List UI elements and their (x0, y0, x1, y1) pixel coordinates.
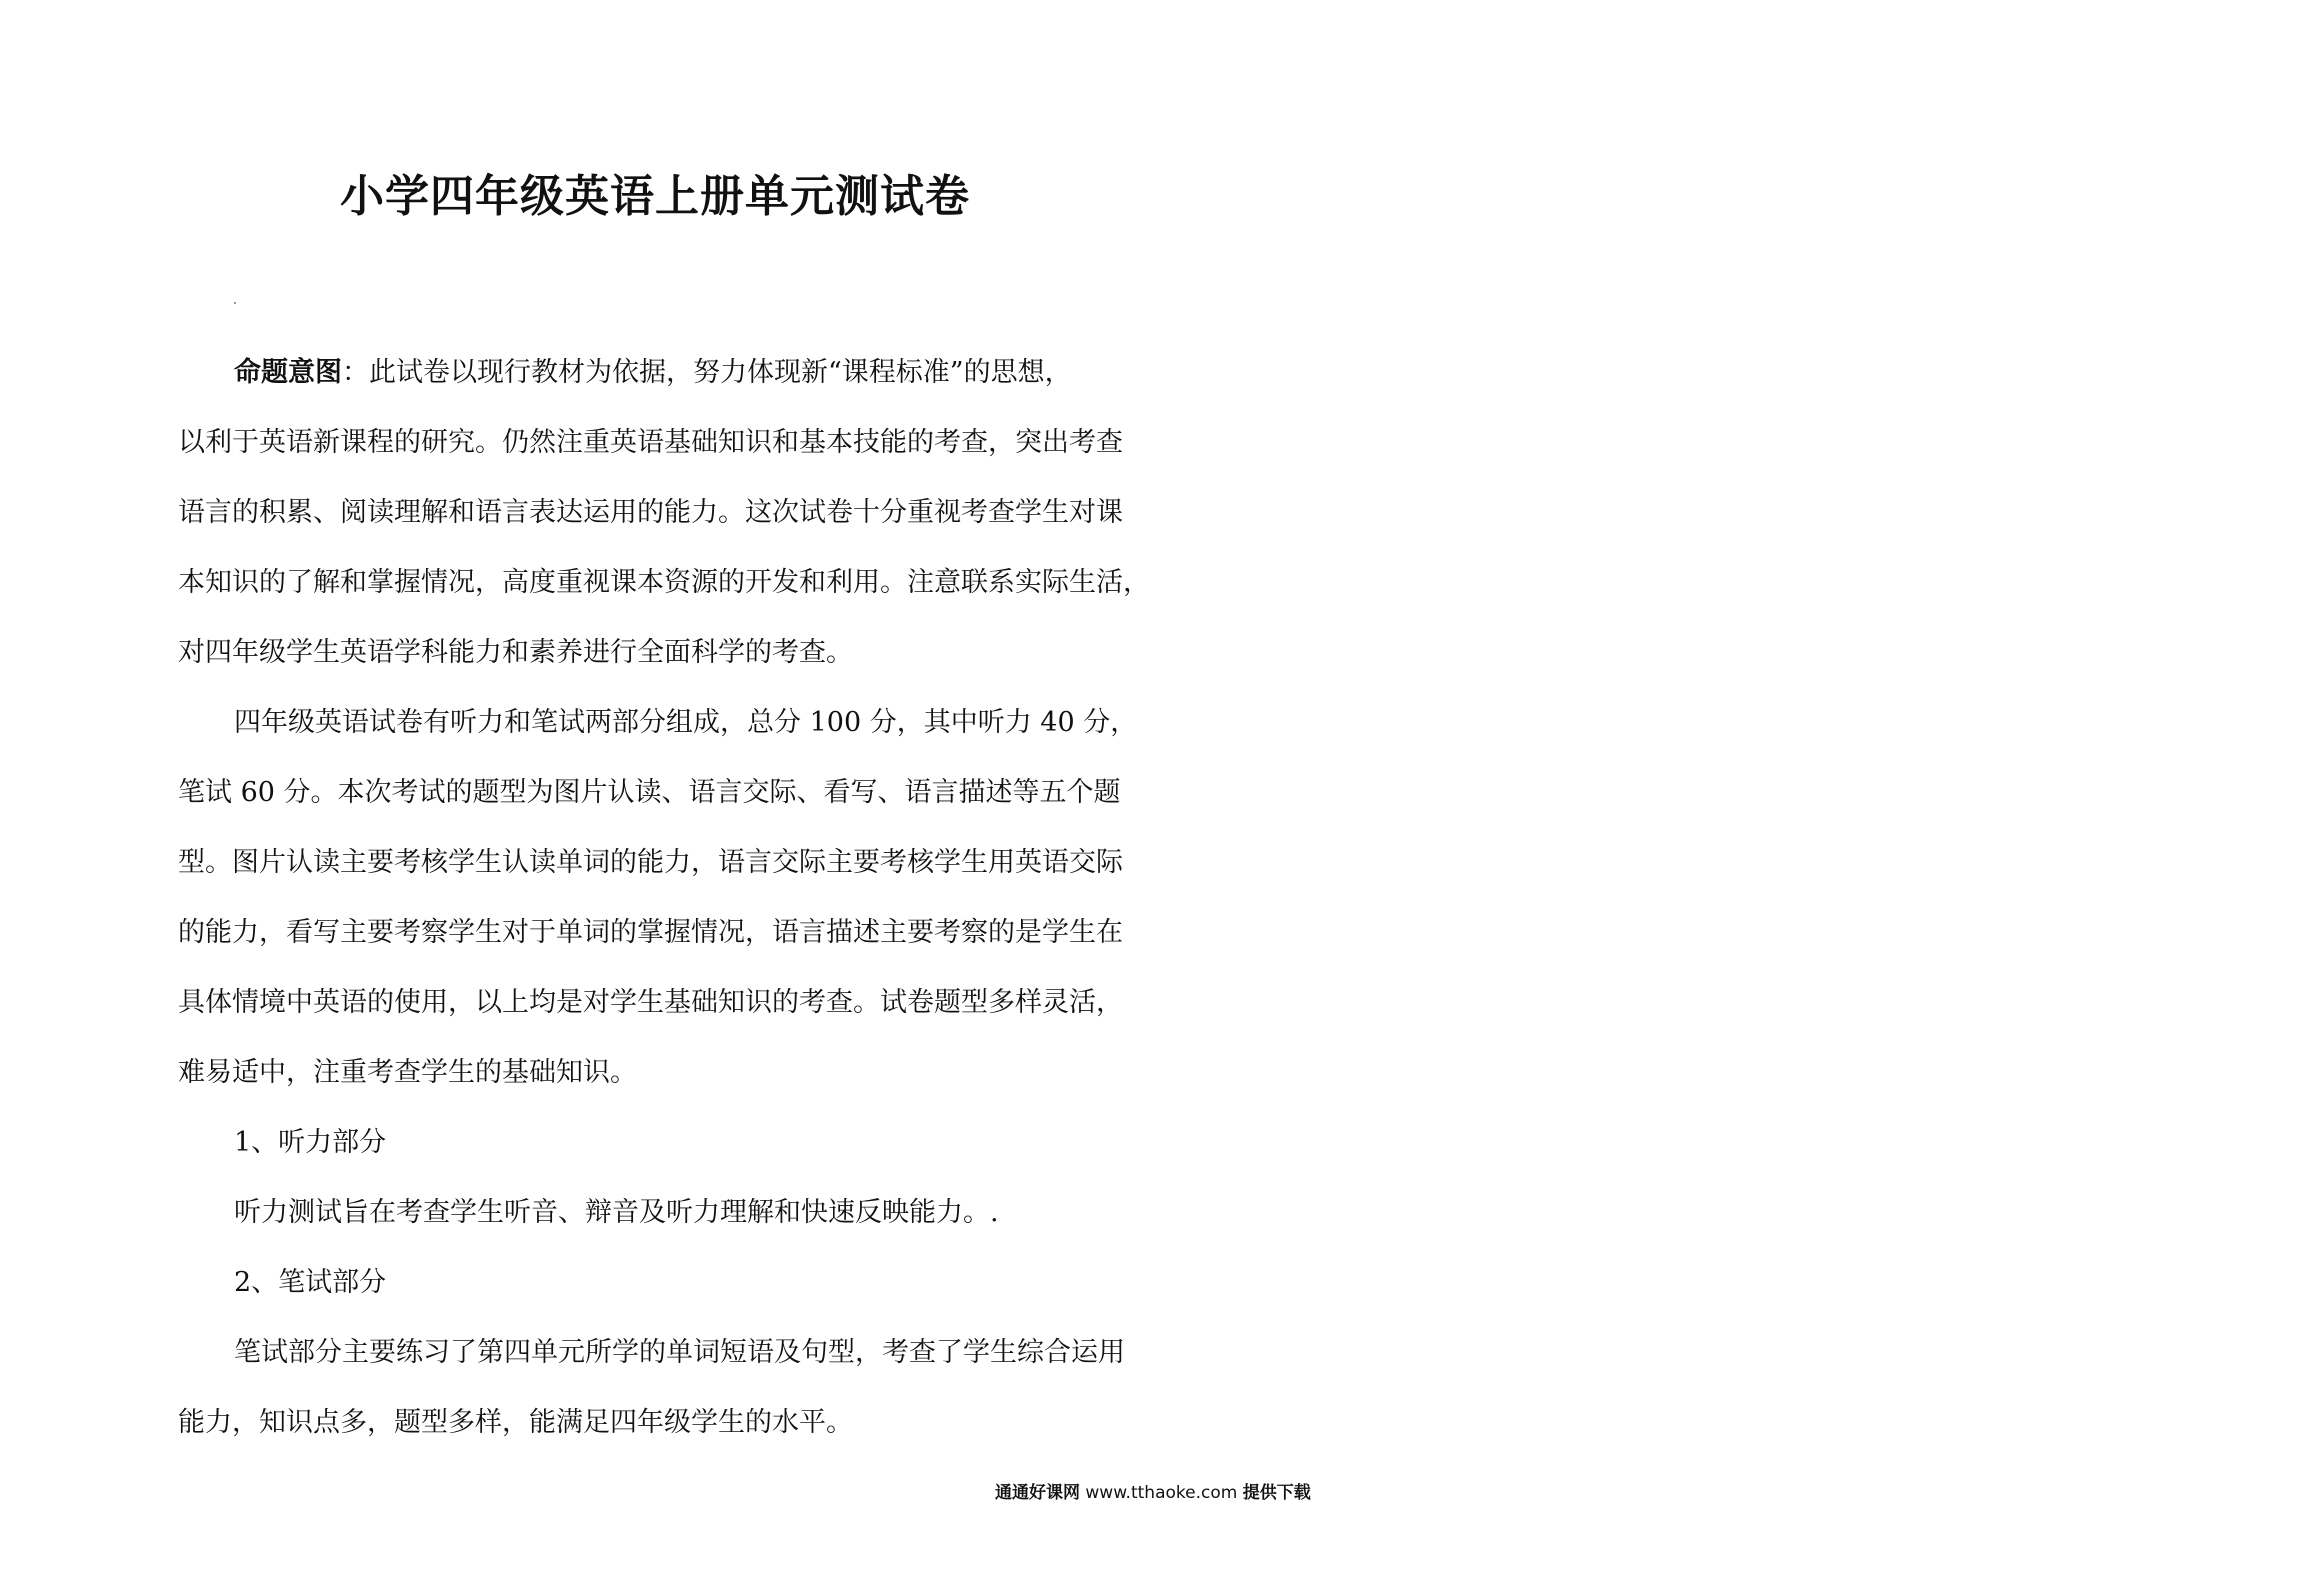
paragraph-line: 以利于英语新课程的研究。仍然注重英语基础知识和基本技能的考查，突出考查 (178, 427, 1123, 458)
footer-suffix: 提供下载 (1242, 1483, 1311, 1503)
paragraph-line: 本知识的了解和掌握情况，高度重视课本资源的开发和利用。注意联系实际生活， (178, 567, 1150, 598)
footer-url: www.tthaoke.com (1085, 1483, 1238, 1503)
document-title: 小学四年级英语上册单元测试卷 (340, 171, 970, 222)
paragraph-line: 听力测试旨在考查学生听音、辩音及听力理解和快速反映能力。. (234, 1197, 999, 1228)
paragraph-text: 此试卷以现行教材为依据，努力体现新“课程标准”的思想， (369, 357, 1072, 388)
intro-colon: ： (342, 357, 369, 388)
paragraph-line: 型。图片认读主要考核学生认读单词的能力，语言交际主要考核学生用英语交际 (178, 847, 1123, 878)
intro-label: 命题意图 (234, 357, 342, 388)
paragraph-line: 对四年级学生英语学科能力和素养进行全面科学的考查。 (178, 637, 853, 668)
stray-mark (234, 302, 236, 304)
paragraph-line: 的能力，看写主要考察学生对于单词的掌握情况，语言描述主要考察的是学生在 (178, 917, 1123, 948)
document-body (178, 338, 1150, 1458)
page-footer (995, 1478, 1311, 1503)
section-heading-writing: 2、笔试部分 (234, 1267, 387, 1298)
paragraph-line: 笔试 60 分。本次考试的题型为图片认读、语言交际、看写、语言描述等五个题 (178, 777, 1121, 808)
paragraph-line: 四年级英语试卷有听力和笔试两部分组成，总分 100 分，其中听力 40 分， (234, 707, 1138, 738)
paragraph-line: 语言的积累、阅读理解和语言表达运用的能力。这次试卷十分重视考查学生对课 (178, 497, 1123, 528)
footer-site-name: 通通好课网 (995, 1483, 1080, 1503)
paragraph-line: 具体情境中英语的使用，以上均是对学生基础知识的考查。试卷题型多样灵活， (178, 987, 1123, 1018)
paragraph-line: 难易适中，注重考查学生的基础知识。 (178, 1057, 637, 1088)
paragraph-line: 能力，知识点多，题型多样，能满足四年级学生的水平。 (178, 1407, 853, 1438)
paragraph-line: 笔试部分主要练习了第四单元所学的单词短语及句型，考查了学生综合运用 (234, 1337, 1125, 1368)
section-heading-listening: 1、听力部分 (234, 1127, 387, 1158)
paragraph-line-intro (178, 338, 1138, 408)
